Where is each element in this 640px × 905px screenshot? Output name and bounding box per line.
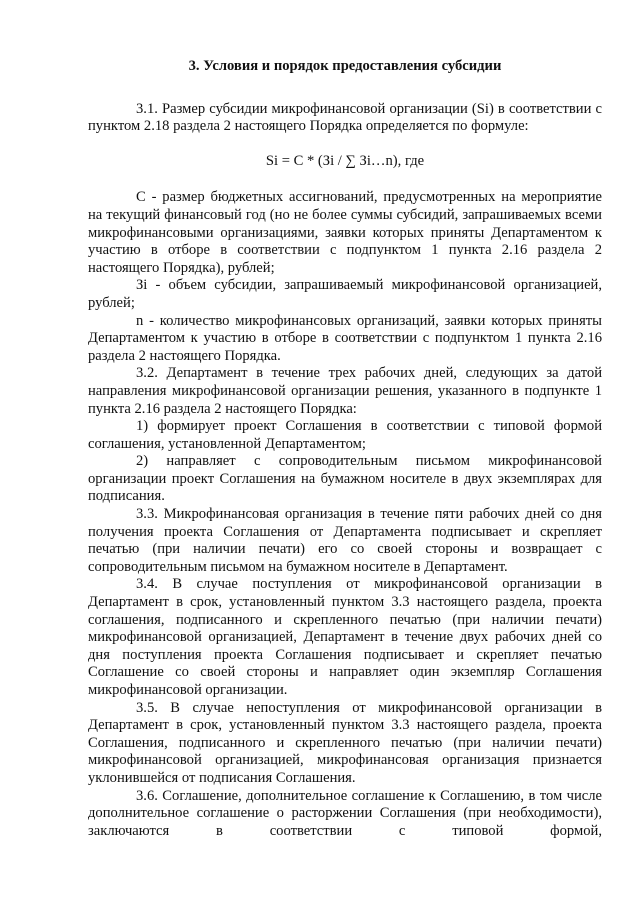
document-page [88,58,602,840]
subsidy-formula: Si = C * (Зi / ∑ Зi…n), где [265,152,425,169]
paragraph-3-2: 3.2. Департамент в течение трех рабочих дней, следующих за датой направления микрофинансовой организации решения, указанного в подпункте 1 пункта 2.16 раздела 2 настоящего Порядка: [88,365,602,417]
definition-n: n - количество микрофинансовых организаций, заявки которых приняты Департаментом к участию в отборе в соответствии с подпунктом 1 пункта 2.16 раздела 2 настоящего Порядка. [88,312,602,364]
paragraph-3-2-item-2: 2) направляет с сопроводительным письмом микрофинансовой организации проект Соглашения на бумажном носителе в двух экземплярах для подписания. [88,453,602,505]
section-title: 3. Условия и порядок предоставления субсидии [188,58,502,74]
paragraph-3-5: 3.5. В случае непоступления от микрофинансовой организации в Департамент в срок, установленный пунктом 3.3 настоящего раздела, проекта Соглашения, подписанного и скрепленного печатью (при наличии печати) микрофинансовой организацией, микрофинансовая организация признается уклонившейся от подписания Соглашения. [88,699,602,786]
paragraph-3-1: 3.1. Размер субсидии микрофинансовой организации (Si) в соответствии с пунктом 2.18 раздела 2 настоящего Порядка определяется по формуле: [88,100,602,135]
paragraph-3-6: 3.6. Соглашение, дополнительное соглашение к Соглашению, в том числе дополнительное соглашение о расторжении Соглашения (при необходимости), заключаются в соответствии с типовой формой, [88,787,602,839]
definition-c: C - размер бюджетных ассигнований, предусмотренных на мероприятие на текущий финансовый год (но не более суммы субсидий, запрашиваемых всеми микрофинансовыми организациями, заявки которых приняты Департаментом к участию в отборе в соответствии с подпунктом 1 пункта 2.16 раздела 2 настоящего Порядка), рублей; [88,189,602,276]
paragraph-3-2-item-1: 1) формирует проект Соглашения в соответствии с типовой формой соглашения, установленной Департаментом; [88,418,602,452]
paragraph-3-4: 3.4. В случае поступления от микрофинансовой организации в Департамент в срок, установленный пунктом 3.3 настоящего раздела, проекта соглашения, подписанного и скрепленного печатью (при наличии печати) микрофинансовой организацией, Департамент в течение двух рабочих дней со дня поступления проекта Соглашения подписывает и скрепляет печатью Соглашение со своей стороны и направляет один экземпляр Соглашения микрофинансовой организации. [88,576,602,698]
definition-3i: Зi - объем субсидии, запрашиваемый микрофинансовой организацией, рублей; [88,277,602,311]
paragraph-3-3: 3.3. Микрофинансовая организация в течение пяти рабочих дней со дня получения проекта Соглашения от Департамента подписывает и скрепляет печатью (при наличии печати) его со своей стороны и возвращает с сопроводительным письмом на бумажном носителе в Департамент. [88,506,602,575]
